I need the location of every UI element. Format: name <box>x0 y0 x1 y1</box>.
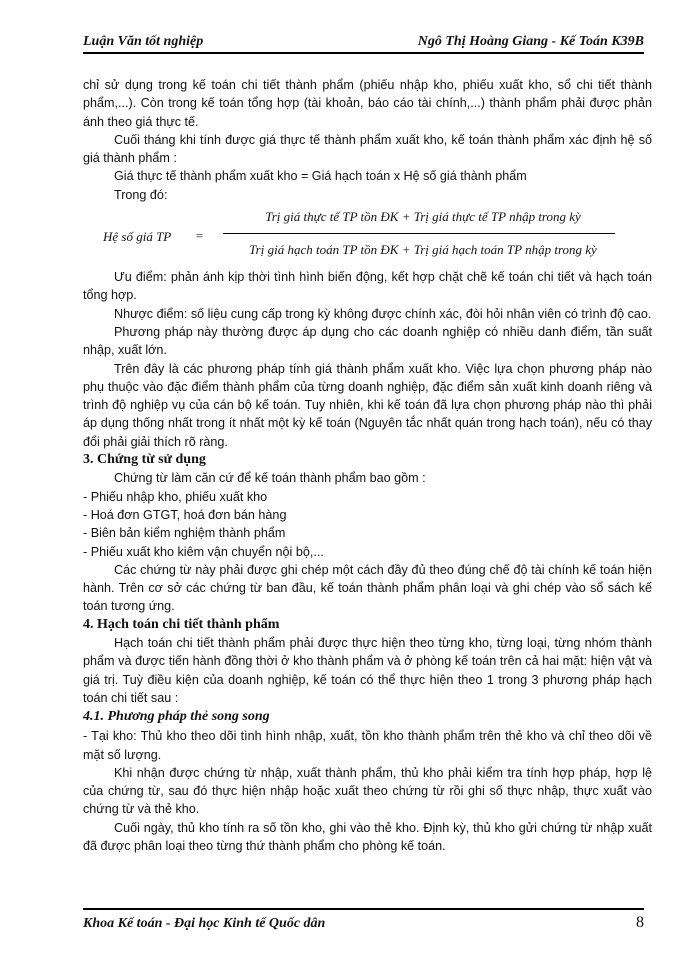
page-number: 8 <box>636 914 644 931</box>
paragraph: Nhược điểm: số liệu cung cấp trong kỳ không được chính xác, đòi hỏi nhân viên có trình độ cao. <box>114 306 652 321</box>
fraction-bar <box>223 233 615 234</box>
paragraph: chỉ sử dụng trong kế toán chi tiết thành phẩm (phiếu nhập kho, phiếu xuất kho, sổ chi tiết thành phẩm,...). Còn trong kế toán tổng hợp (tài khoản, báo cáo tài chính,...) thành phẩm phải được phản ánh theo giá thực tế. <box>83 78 652 129</box>
list-item: - Biên bản kiểm nghiệm thành phẩm <box>83 526 286 541</box>
paragraph: Cuối ngày, thủ kho tính ra số tồn kho, ghi vào thẻ kho. Định kỳ, thủ kho gửi chứng từ nhập xuất đã được phân loại theo từng thứ thành phẩm cho phòng kế toán. <box>83 820 652 853</box>
header-author: Ngô Thị Hoàng Giang - Kế Toán K39B <box>417 34 644 49</box>
page-footer <box>83 908 644 936</box>
page-header <box>83 30 644 54</box>
header-thesis-title: Luận Văn tốt nghiệp <box>83 34 204 49</box>
list-item: - Phiếu nhập kho, phiếu xuất kho <box>83 489 268 504</box>
section-heading: 4. Hạch toán chi tiết thành phẩm <box>83 616 280 632</box>
subsection-heading: 4.1. Phương pháp thẻ song song <box>83 709 270 725</box>
paragraph: Các chứng từ này phải được ghi chép một cách đầy đủ theo đúng chế độ tài chính kế toán hiện hành. Trên cơ sở các chứng từ ban đầu, kế toán thành phẩm phân loại và ghi chép vào sổ sách kế toán tương ứng. <box>83 562 652 614</box>
paragraph: Ưu điểm: phản ánh kịp thời tình hình biến động, kết hợp chặt chẽ kế toán chi tiết và hạch toán tổng hợp. <box>83 270 652 303</box>
section-heading: 3. Chứng từ sử dụng <box>83 452 206 468</box>
formula-denominator: Trị giá hạch toán TP tồn ĐK + Trị giá hạch toán TP nhập trong kỳ <box>249 242 597 258</box>
footer-faculty: Khoa Kế toán - Đại học Kinh tế Quốc dân <box>83 916 326 931</box>
list-item: - Phiếu xuất kho kiêm vận chuyển nội bộ,... <box>83 544 324 559</box>
paragraph: Chứng từ làm căn cứ để kế toán thành phẩm bao gồm : <box>114 471 426 486</box>
paragraph: Giá thực tế thành phẩm xuất kho = Giá hạch toán x Hệ số giá thành phẩm <box>114 169 527 184</box>
formula-numerator: Trị giá thực tế TP tồn ĐK + Trị giá thực tế TP nhập trong kỳ <box>265 209 581 225</box>
paragraph: Khi nhận được chứng từ nhập, xuất thành phẩm, thủ kho phải kiểm tra tính hợp pháp, hợp lệ của chứng từ, sau đó thực hiện nhập hoặc xuất theo chứng từ rồi ghi số thực nhập, thực xuất vào chứng từ và thẻ kho. <box>83 765 652 817</box>
paragraph: - Tại kho: Thủ kho theo dõi tình hình nhập, xuất, tồn kho thành phẩm trên thẻ kho và chỉ theo dõi về mặt số lượng. <box>83 729 652 762</box>
document-body <box>83 76 652 855</box>
list-item: - Hoá đơn GTGT, hoá đơn bán hàng <box>83 507 287 522</box>
formula-equals: = <box>195 228 204 244</box>
paragraph: Phương pháp này thường được áp dụng cho các doanh nghiệp có nhiều danh điểm, tần suất nhập, xuất lớn. <box>83 324 652 358</box>
paragraph: Hạch toán chi tiết thành phẩm phải được thực hiện theo từng kho, từng loại, từng nhóm thành phẩm và được tiến hành đồng thời ở kho thành phẩm và ở phòng kế toán trên cả hai mặt: hiện vật và giá trị. Tuỳ điều kiện của doanh nghiệp, kế toán có thể thực hiện theo 1 trong 3 phương pháp hạch toán chi tiết sau : <box>83 636 652 705</box>
paragraph: Cuối tháng khi tính được giá thực tế thành phẩm xuất kho, kế toán thành phẩm xác định hệ số giá thành phẩm : <box>83 132 652 166</box>
formula-lhs: Hệ số giá TP <box>103 229 172 245</box>
paragraph: Trên đây là các phương pháp tính giá thành phẩm xuất kho. Việc lựa chọn phương pháp nào phụ thuộc vào đặc điểm thành phẩm của từng doanh nghiệp, đặc điểm sản xuất kinh doanh riêng và trình độ nghiệp vụ của cán bộ kế toán. Tuy nhiên, khi kế toán đã lựa chọn phương pháp nào thì phải áp dụng thống nhất trong ít nhất một kỳ kế toán (Nguyên tắc nhất quán trong hạch toán), nếu có thay đổi phải giải thích rõ ràng. <box>83 361 652 449</box>
paragraph: Trong đó: <box>114 187 168 202</box>
price-coefficient-formula <box>83 208 652 266</box>
